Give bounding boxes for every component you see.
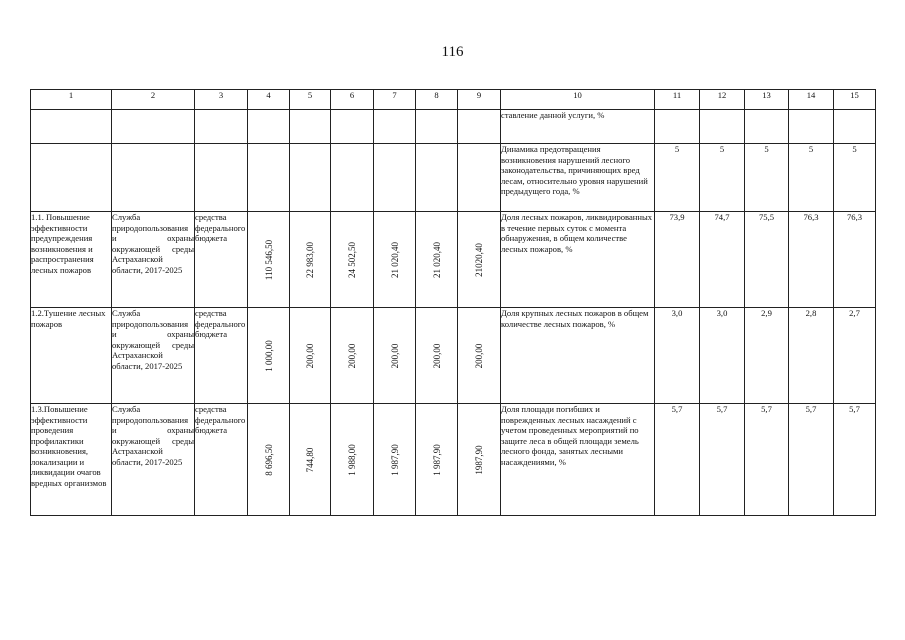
measure-name: 1.1. Повышение эффективности предупреждения возникновения и распространения лесных пожаров	[31, 212, 94, 275]
amount-value: 1 000,00	[263, 339, 274, 372]
target-cell: 2,8	[789, 308, 834, 404]
header-cell: 9	[458, 90, 501, 110]
header-cell: 7	[374, 90, 416, 110]
executor-text: Служба природопользования и охраны окружающей среды Астраханской области, 2017-2025	[112, 308, 194, 371]
target-cell: 5,7	[700, 404, 745, 516]
program-table	[30, 89, 876, 516]
amount-cell	[331, 404, 374, 516]
executor-cell	[112, 212, 195, 308]
header-cell: 12	[700, 90, 745, 110]
executor-text: Служба природопользования и охраны окружающей среды Астраханской области, 2017-2025	[112, 404, 194, 467]
amount-cell	[374, 212, 416, 308]
indicator-cell	[501, 404, 655, 516]
executor-cell	[112, 308, 195, 404]
header-cell: 2	[112, 90, 195, 110]
amount-cell	[374, 404, 416, 516]
amount-value: 21 020,40	[389, 241, 400, 278]
header-cell: 13	[745, 90, 789, 110]
target-cell: 5,7	[745, 404, 789, 516]
target-cell: 5,7	[834, 404, 876, 516]
target-cell: 5	[745, 144, 789, 212]
header-cell: 3	[195, 90, 248, 110]
indicator-text: Доля крупных лесных пожаров в общем количестве лесных пожаров, %	[501, 308, 649, 329]
source-cell	[195, 212, 248, 308]
amount-value: 200,00	[389, 343, 400, 368]
amount-value: 21 020,40	[431, 241, 442, 278]
header-cell: 14	[789, 90, 834, 110]
amount-cell	[248, 308, 290, 404]
source-cell	[195, 308, 248, 404]
target-cell: 3,0	[655, 308, 700, 404]
measure-name: 1.3.Повышение эффективности проведения профилактики возникновения, локализации и ликвидации очагов вредных организмов	[31, 404, 107, 488]
header-cell: 8	[416, 90, 458, 110]
amount-cell	[458, 404, 501, 516]
header-cell: 10	[501, 90, 655, 110]
target-cell: 2,7	[834, 308, 876, 404]
amount-value: 24 502,50	[346, 241, 357, 278]
target-cell: 5	[700, 144, 745, 212]
target-cell: 74,7	[700, 212, 745, 308]
measure-name-cell	[31, 404, 112, 516]
amount-cell	[248, 212, 290, 308]
header-cell: 5	[290, 90, 331, 110]
funding-source: средства федерального бюджета	[195, 404, 246, 435]
amount-cell	[290, 308, 331, 404]
target-cell: 2,9	[745, 308, 789, 404]
amount-value: 1987,90	[473, 444, 484, 475]
indicator-text: Динамика предотвращения возникновения нарушений лесного законодательства, причиняющих вред лесам, относительно уровня нарушений предыдущего года, %	[501, 144, 648, 196]
measure-name: 1.2.Тушение лесных пожаров	[31, 308, 106, 329]
measure-row	[31, 404, 876, 516]
target-cell: 76,3	[789, 212, 834, 308]
indicator-cell	[501, 144, 655, 212]
amount-cell	[416, 404, 458, 516]
amount-value: 21020,40	[473, 242, 484, 277]
header-cell: 15	[834, 90, 876, 110]
header-row	[31, 90, 876, 110]
indicator-cell	[501, 110, 655, 144]
indicator-cell	[501, 308, 655, 404]
amount-cell	[290, 404, 331, 516]
target-cell: 3,0	[700, 308, 745, 404]
target-cell: 5	[655, 144, 700, 212]
amount-value: 110 546,50	[263, 239, 274, 280]
executor-text: Служба природопользования и охраны окружающей среды Астраханской области, 2017-2025	[112, 212, 194, 275]
measure-row	[31, 212, 876, 308]
target-cell: 5	[789, 144, 834, 212]
page-number: 116	[441, 44, 464, 60]
measure-name-cell	[31, 308, 112, 404]
amount-value: 22 983,00	[304, 241, 315, 278]
amount-cell	[248, 404, 290, 516]
target-cell: 73,9	[655, 212, 700, 308]
dynamics-row	[31, 144, 876, 212]
funding-source: средства федерального бюджета	[195, 308, 246, 339]
target-cell: 5,7	[655, 404, 700, 516]
amount-cell	[416, 212, 458, 308]
amount-cell	[290, 212, 331, 308]
measure-row	[31, 308, 876, 404]
target-cell: 5,7	[789, 404, 834, 516]
amount-value: 1 987,90	[431, 443, 442, 476]
amount-value: 744,80	[304, 447, 315, 472]
header-cell: 1	[31, 90, 112, 110]
indicator-text: ставление данной услуги, %	[501, 110, 605, 120]
target-cell: 5	[834, 144, 876, 212]
target-cell: 75,5	[745, 212, 789, 308]
amount-cell	[331, 308, 374, 404]
continuation-row	[31, 110, 876, 144]
amount-value: 200,00	[304, 343, 315, 368]
amount-cell	[416, 308, 458, 404]
amount-cell	[458, 308, 501, 404]
measure-name-cell	[31, 212, 112, 308]
funding-source: средства федерального бюджета	[195, 212, 246, 243]
indicator-text: Доля лесных пожаров, ликвидированных в течение первых суток с момента обнаружения, в общем количестве лесных пожаров, %	[501, 212, 653, 254]
header-cell: 11	[655, 90, 700, 110]
amount-cell	[331, 212, 374, 308]
executor-cell	[112, 404, 195, 516]
amount-value: 1 987,90	[389, 443, 400, 476]
header-cell: 6	[331, 90, 374, 110]
target-cell: 76,3	[834, 212, 876, 308]
amount-value: 200,00	[346, 343, 357, 368]
indicator-text: Доля площади погибших и поврежденных лесных насаждений с учетом проведенных мероприятий по защите леса в общей площади земель лесного фонда, занятых лесными насаждениями, %	[501, 404, 639, 467]
source-cell	[195, 404, 248, 516]
amount-value: 8 696,50	[263, 443, 274, 476]
amount-value: 1 988,00	[346, 443, 357, 476]
amount-cell	[458, 212, 501, 308]
amount-value: 200,00	[431, 343, 442, 368]
amount-value: 200,00	[473, 343, 484, 368]
header-cell: 4	[248, 90, 290, 110]
amount-cell	[374, 308, 416, 404]
indicator-cell	[501, 212, 655, 308]
